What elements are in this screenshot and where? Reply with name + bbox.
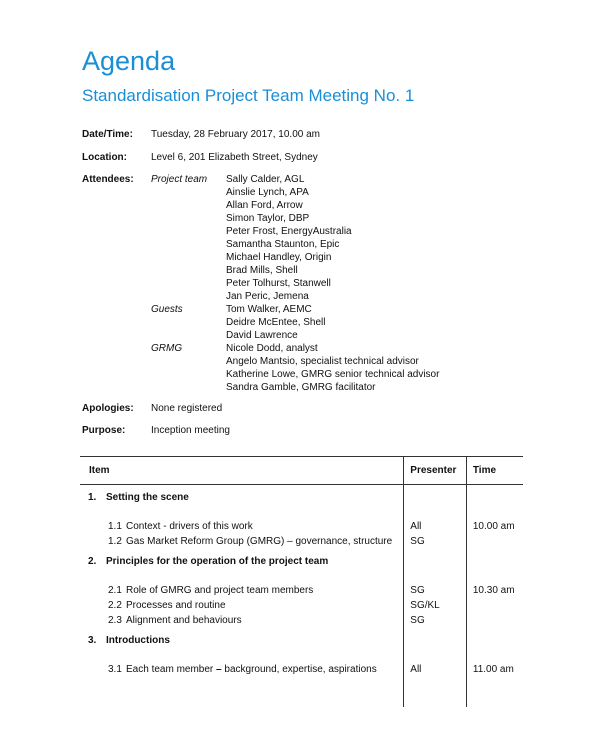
item-number: 2.1: [108, 585, 122, 596]
attendee: Katherine Lowe, GMRG senior technical advisor: [226, 369, 440, 380]
attendee: David Lawrence: [226, 330, 298, 341]
time-cell: 11.00 am: [472, 664, 514, 675]
group-label-grmg: GRMG: [151, 343, 183, 354]
section-row: [80, 628, 523, 654]
attendee: Allan Ford, Arrow: [226, 200, 303, 211]
table-header-row: [80, 457, 523, 485]
item-number: 1.1: [108, 521, 122, 532]
section-title: [80, 485, 404, 512]
apologies-value: None registered: [151, 403, 223, 414]
table-row: [80, 598, 523, 613]
presenter-cell: All: [404, 519, 467, 534]
attendee: Michael Handley, Origin: [226, 252, 332, 263]
table-row: [80, 534, 523, 549]
section-number: 3.: [88, 635, 97, 646]
presenter-cell: All: [404, 662, 467, 677]
attendee: Peter Frost, EnergyAustralia: [226, 226, 352, 237]
item-cell: [80, 519, 404, 534]
section-title-text: Principles for the operation of the project team: [106, 556, 329, 567]
attendee: Angelo Mantsio, specialist technical advisor: [226, 356, 419, 367]
grmg-list: [226, 342, 439, 394]
group-label-project-team: Project team: [151, 174, 208, 185]
item-text: Processes and routine: [126, 600, 226, 611]
datetime-value: Tuesday, 28 February 2017, 10.00 am: [151, 129, 320, 140]
time-column-header: Time: [466, 457, 523, 485]
presenter-cell: SG: [404, 583, 467, 598]
location-label: Location:: [82, 152, 127, 163]
meeting-subtitle: Standardisation Project Team Meeting No. 1: [82, 86, 415, 105]
table-row: [80, 519, 523, 534]
item-column-header: Item: [80, 457, 404, 485]
time-cell: 10.30 am: [472, 585, 515, 596]
item-text: Gas Market Reform Group (GMRG) – governance, structure: [126, 536, 393, 547]
attendee: Jan Peric, Jemena: [226, 291, 309, 302]
attendee: Brad Mills, Shell: [226, 265, 298, 276]
section-row: [80, 549, 523, 575]
attendee: Sally Calder, AGL: [226, 174, 305, 185]
section-number: 1.: [88, 492, 97, 503]
section-title: [80, 549, 404, 575]
table-row: [80, 613, 523, 628]
item-text: Context - drivers of this work: [126, 521, 253, 532]
attendee: Simon Taylor, DBP: [226, 213, 310, 224]
item-text: Alignment and behaviours: [126, 615, 242, 626]
item-number: 1.2: [108, 536, 122, 547]
item-cell: [80, 613, 404, 628]
item-text: Role of GMRG and project team members: [126, 585, 314, 596]
apologies-label: Apologies:: [82, 403, 134, 414]
page-title: Agenda: [82, 46, 176, 76]
purpose-label: Purpose:: [82, 425, 126, 436]
presenter-cell: SG: [404, 534, 467, 549]
time-cell: [466, 534, 523, 549]
table-row: [80, 662, 523, 677]
section-title-text: Introductions: [106, 635, 170, 646]
agenda-table: [80, 456, 523, 707]
attendee: Tom Walker, AEMC: [226, 304, 312, 315]
attendee: Nicole Dodd, analyst: [226, 343, 318, 354]
presenter-cell: SG: [404, 613, 467, 628]
time-cell: [466, 598, 523, 613]
table-row: [80, 583, 523, 598]
guests-list: [226, 303, 326, 342]
item-number: 2.2: [108, 600, 122, 611]
section-number: 2.: [88, 556, 97, 567]
datetime-label: Date/Time:: [82, 129, 133, 140]
item-number: 3.1: [108, 664, 122, 675]
item-text: Each team member – background, expertise, aspirations: [126, 664, 377, 675]
presenter-column-header: Presenter: [404, 457, 467, 485]
project-team-list: [226, 173, 352, 303]
attendee: Deidre McEntee, Shell: [226, 317, 326, 328]
purpose-value: Inception meeting: [151, 425, 230, 436]
item-number: 2.3: [108, 615, 122, 626]
attendee: Peter Tolhurst, Stanwell: [226, 278, 331, 289]
item-cell: [80, 662, 404, 677]
time-cell: [466, 613, 523, 628]
item-cell: [80, 534, 404, 549]
group-label-guests: Guests: [151, 304, 183, 315]
attendee: Ainslie Lynch, APA: [226, 187, 309, 198]
location-value: Level 6, 201 Elizabeth Street, Sydney: [151, 152, 318, 163]
attendees-label: Attendees:: [82, 174, 134, 185]
attendee: Sandra Gamble, GMRG facilitator: [226, 382, 376, 393]
section-title: [80, 628, 404, 654]
section-title-text: Setting the scene: [106, 492, 189, 503]
item-cell: [80, 598, 404, 613]
presenter-cell: SG/KL: [404, 598, 467, 613]
section-row: [80, 485, 523, 512]
time-cell: 10.00 am: [472, 521, 515, 532]
attendee: Samantha Staunton, Epic: [226, 239, 340, 250]
item-cell: [80, 583, 404, 598]
